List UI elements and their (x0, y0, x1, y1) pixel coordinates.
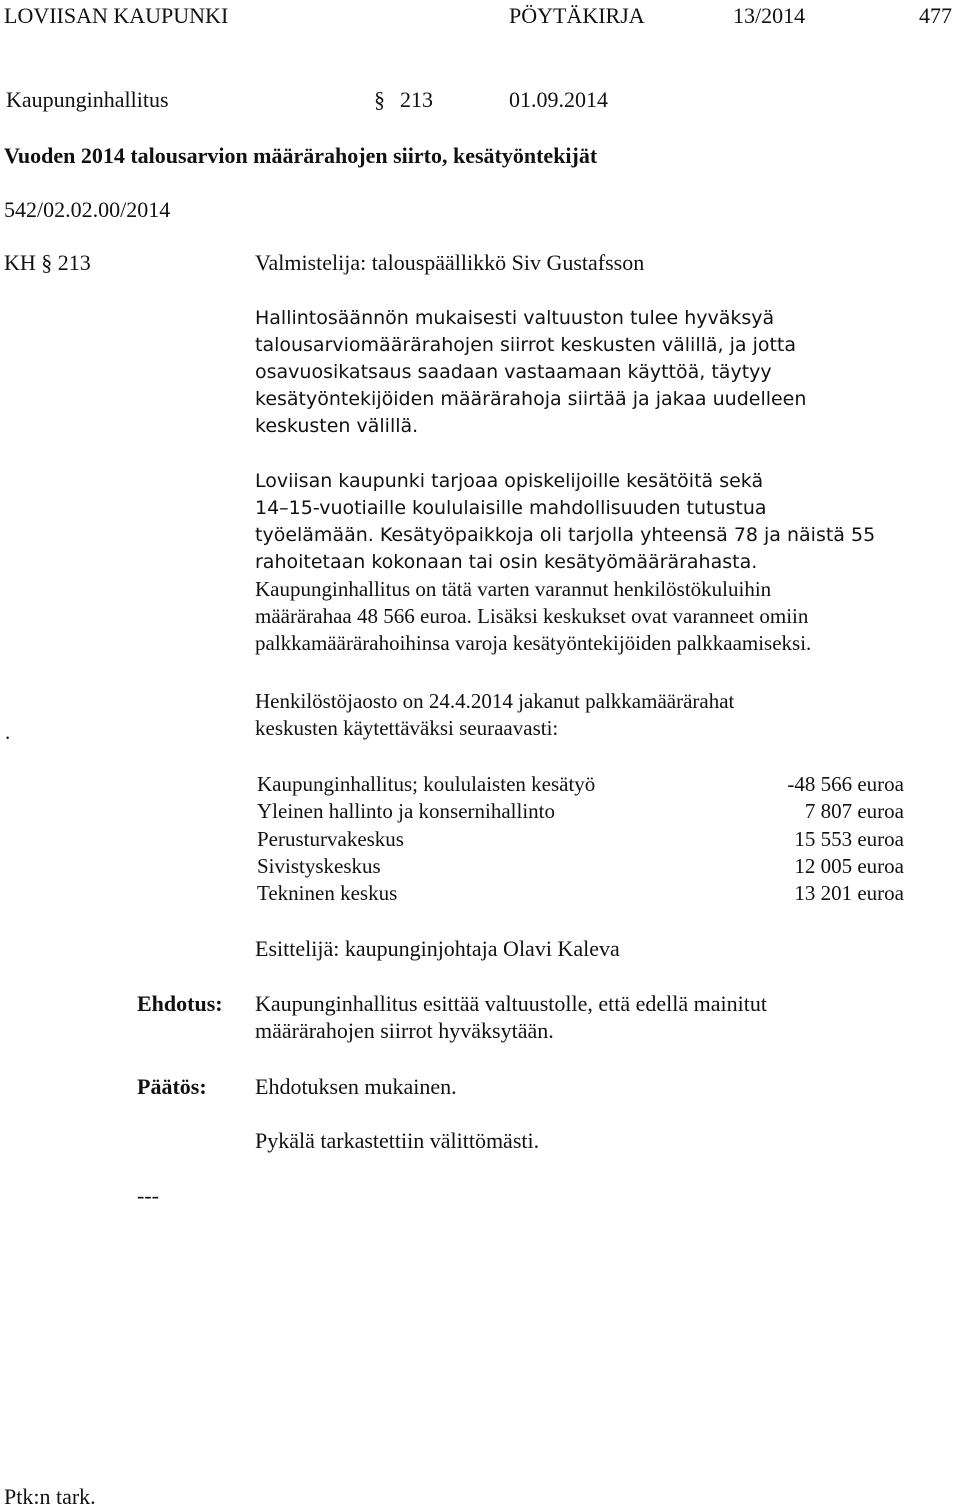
text-line: talousarviomäärärahojen siirrot keskusten välillä, ja jotta (255, 334, 797, 356)
margin-dot: . (5, 720, 11, 744)
item-label (4, 252, 91, 274)
table-row (257, 880, 904, 907)
allocation-amount: -48 566 euroa (787, 772, 904, 796)
allocation-unit: Kaupunginhallitus; koululaisten kesätyö (257, 772, 596, 796)
record-number: 542/02.02.00/2014 (4, 197, 171, 222)
allocation-table (257, 771, 904, 907)
text-line: Kaupunginhallitus on tätä varten varannut henkilöstökuluihin (255, 577, 772, 601)
decision-label: Päätös: (137, 1074, 207, 1099)
text-line: rahoitetaan kokonaan tai osin kesätyömäärärahasta. (255, 551, 758, 573)
text-line: määrärahojen siirrot hyväksytään. (255, 1018, 554, 1043)
text-line: palkkamäärärahoihinsa varoja kesätyöntekijöiden palkkaamiseksi. (255, 631, 812, 655)
text-line: kesätyöntekijöiden määrärahoja siirtää ja jakaa uudelleen (255, 388, 807, 410)
allocation-amount: 15 553 euroa (794, 826, 904, 851)
text-line: Kaupunginhallitus esittää valtuustolle, että edellä mainitut (255, 991, 767, 1016)
item-prefix: KH (4, 250, 36, 275)
table-row (257, 853, 904, 880)
allocation-unit: Yleinen hallinto ja konsernihallinto (257, 799, 556, 824)
meeting-date: 01.09.2014 (509, 87, 608, 112)
text-line: työelämään. Kesätyöpaikkoja oli tarjolla yhteensä 78 ja näistä 55 (255, 524, 876, 546)
page-title: Vuoden 2014 talousarvion määrärahojen siirto, kesätyöntekijät (4, 143, 598, 168)
allocation-unit: Perusturvakeskus (257, 826, 404, 851)
municipality-name: LOVIISAN KAUPUNKI (4, 3, 229, 28)
meeting-body: Kaupunginhallitus (6, 87, 169, 112)
footer-verification: Ptk:n tark. (4, 1484, 96, 1509)
section-sign: § (374, 87, 385, 112)
proposal-label: Ehdotus: (137, 991, 223, 1016)
table-row (257, 798, 904, 825)
paragraph-distribution (255, 688, 945, 742)
text-line: määrärahaa 48 566 euroa. Lisäksi keskukset ovat varanneet omiin (255, 604, 809, 628)
allocation-amount: 13 201 euroa (794, 881, 904, 906)
preparer: Valmistelija: talouspäällikkö Siv Gustafsson (255, 250, 645, 275)
text-line: 14–15-vuotiaille koululaisille mahdollisuuden tutustua (255, 497, 767, 519)
text-line: Hallintosäännön mukaisesti valtuuston tulee hyväksyä (255, 307, 775, 329)
allocation-amount: 12 005 euroa (794, 853, 904, 878)
text-line: Loviisan kaupunki tarjoaa opiskelijoille kesätöitä sekä (255, 470, 764, 492)
issue-number: 13/2014 (733, 3, 806, 28)
document-type: PÖYTÄKIRJA (509, 3, 645, 28)
proposal-text (255, 990, 945, 1044)
allocation-unit: Sivistyskeskus (257, 853, 381, 878)
separator: --- (137, 1183, 159, 1208)
text-line: keskusten välillä. (255, 415, 419, 437)
table-row (257, 826, 904, 853)
paragraph-legal-basis (255, 305, 945, 440)
section-number: 213 (400, 87, 433, 112)
paragraph-summer-jobs (255, 468, 945, 657)
table-row (257, 771, 904, 798)
text-line: osavuosikatsaus saadaan vastaamaan käyttöä, täytyy (255, 361, 772, 383)
allocation-amount: 7 807 euroa (804, 799, 904, 824)
presenter: Esittelijä: kaupunginjohtaja Olavi Kaleva (255, 936, 620, 961)
item-section-sign: § (41, 250, 53, 275)
item-number: 213 (57, 250, 91, 275)
verified-note: Pykälä tarkastettiin välittömästi. (255, 1128, 540, 1153)
allocation-unit: Tekninen keskus (257, 881, 398, 906)
text-line: Henkilöstöjaosto on 24.4.2014 jakanut palkkamäärärahat (255, 689, 735, 713)
text-line: keskusten käytettäväksi seuraavasti: (255, 716, 559, 740)
decision-text: Ehdotuksen mukainen. (255, 1074, 457, 1099)
page-number: 477 (919, 3, 952, 28)
